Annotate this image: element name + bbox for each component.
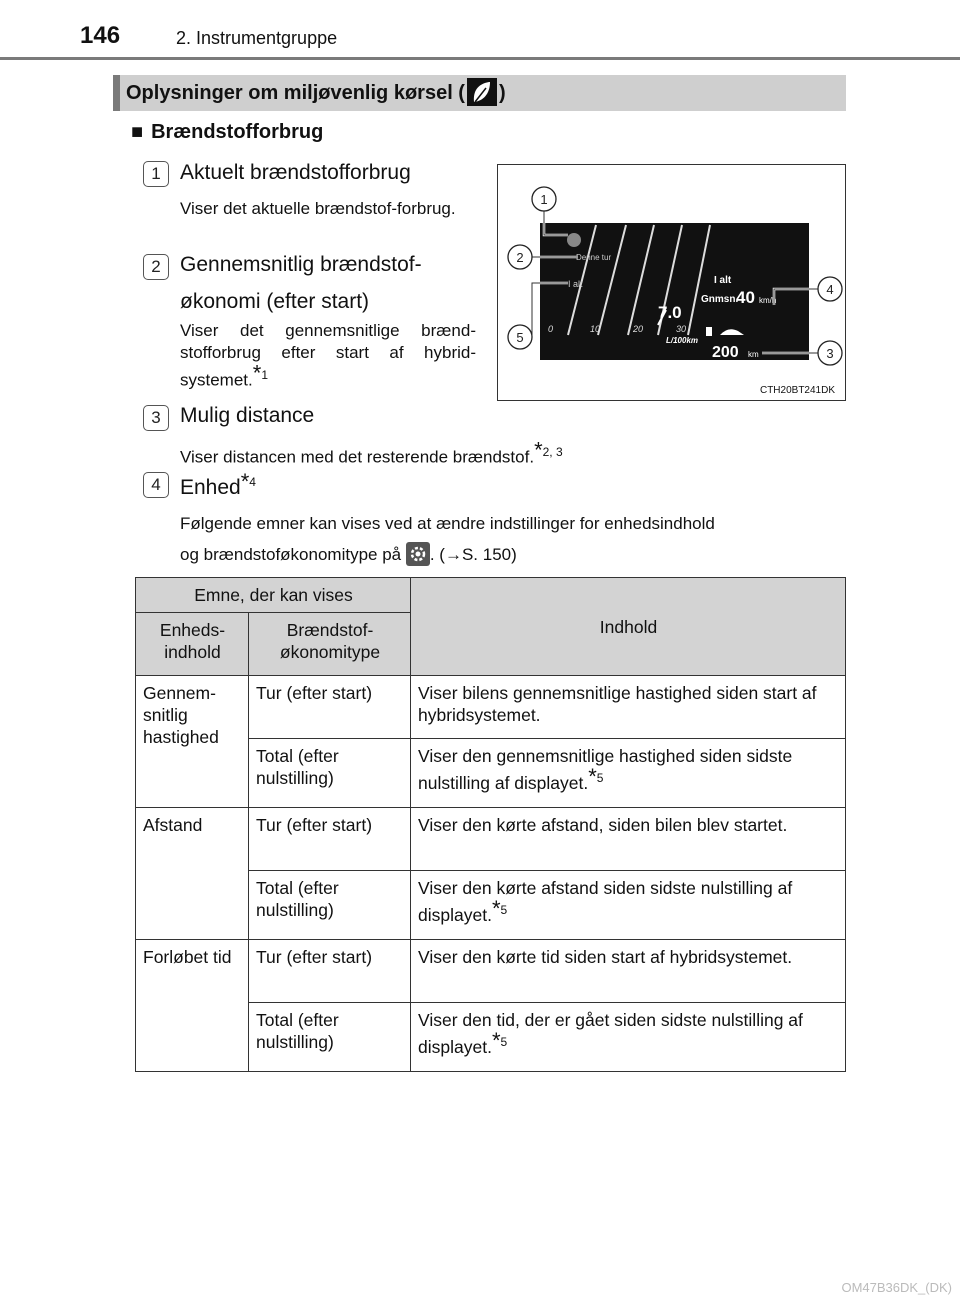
fuel-pump-icon (706, 327, 712, 336)
footnote-ref: 1 (261, 368, 268, 382)
table-row (136, 676, 846, 739)
callout-number: 5 (516, 330, 524, 345)
label-speed-unit: km/h (759, 296, 777, 305)
row-type: Tur (efter start) (249, 940, 411, 1003)
footnote-asterisk: * (534, 437, 543, 463)
item-number: 3 (143, 405, 169, 431)
label-consumption: 7.0 (658, 303, 682, 322)
footnote-asterisk: * (252, 360, 262, 386)
display-items-table (135, 577, 846, 1072)
label-cons-unit: L/100km (666, 336, 699, 345)
table-row (136, 940, 846, 1003)
instrument-figure (497, 164, 846, 401)
callout-number: 1 (540, 192, 548, 207)
footnote-ref: 5 (596, 771, 604, 785)
chapter-title: 2. Instrumentgruppe (176, 28, 338, 48)
label-denne-tur: Denne tur (576, 253, 612, 262)
label-i-alt: I alt (568, 279, 583, 289)
subsection-title: Brændstofforbrug (151, 121, 324, 143)
square-bullet-icon: ■ (131, 121, 144, 143)
section-title-bar (113, 75, 846, 111)
table-subheader-economy-type: Brændstof-økonomitype (249, 613, 411, 676)
scale-label: 20 (633, 324, 644, 334)
table-row (136, 808, 846, 871)
item-title: Aktuelt brændstofforbrug (180, 161, 411, 184)
item-description-text: Viser det gennemsnitlige brænd-stofforbrug efter start af hybrid-systemet. (180, 321, 476, 390)
header-rule (0, 57, 960, 60)
item-description-line: og brændstoføkonomitype på . (→S. 150) (180, 539, 845, 570)
footnote-ref: 4 (249, 475, 256, 489)
row-content: Viser den tid, der er gået siden sidste nulstilling af displayet.*$^5$ (411, 1003, 846, 1072)
callout-number: 4 (826, 282, 834, 297)
label-i-alt-right: I alt (714, 275, 732, 286)
item-description-text: Viser distancen med det resterende brændstof. (180, 447, 535, 467)
row-content: Viser den kørte afstand siden sidste nulstilling af displayet.*$^5$ (411, 871, 846, 940)
row-type: Total (efter nulstilling) (249, 739, 411, 808)
footnote-ref: 5 (500, 903, 508, 917)
item-description (180, 508, 845, 570)
table-header-content: Indhold (411, 578, 846, 676)
item-description: Viser det aktuelle brændstof-forbrug. (180, 199, 456, 218)
footnote-asterisk: * (491, 1027, 501, 1053)
row-content: Viser bilens gennemsnitlige hastighed siden start af hybridsystemet. (411, 676, 846, 739)
eco-leaf-icon (467, 78, 497, 106)
row-type: Tur (efter start) (249, 808, 411, 871)
subsection-heading (131, 121, 323, 144)
footnote-ref: 2, 3 (542, 445, 563, 459)
item-title-text: Enhed (180, 476, 241, 499)
item-title-line: Gennemsnitlig brændstof- (180, 253, 422, 276)
footnote-asterisk: * (240, 469, 250, 494)
callout-number: 3 (826, 346, 834, 361)
label-range-unit: km (748, 350, 759, 359)
label-speed: 40 (736, 288, 755, 307)
item-number: 1 (143, 161, 169, 187)
item-description (180, 437, 840, 469)
group-name: Forløbet tid (136, 940, 249, 1072)
scale-label: 10 (590, 324, 601, 334)
arrow-icon: → (444, 545, 462, 564)
footnote-ref: 5 (500, 1035, 508, 1049)
row-type: Total (efter nulstilling) (249, 871, 411, 940)
settings-gear-icon (406, 542, 430, 566)
section-title-end: ) (498, 82, 506, 104)
figure-caption: CTH20BT241DK (759, 385, 835, 396)
table-subheader-unit: Enheds-indhold (136, 613, 249, 676)
item-description (180, 320, 476, 392)
item-number: 2 (143, 254, 169, 280)
row-type: Total (efter nulstilling) (249, 1003, 411, 1072)
item-number: 4 (143, 472, 169, 498)
callout-number: 2 (516, 250, 524, 265)
row-type: Tur (efter start) (249, 676, 411, 739)
item-title-line: økonomi (efter start) (180, 290, 370, 313)
label-range: 200 (712, 344, 739, 361)
row-content: Viser den kørte tid siden start af hybridsystemet. (411, 940, 846, 1003)
scale-label: 0 (548, 324, 554, 334)
page-number: 146 (80, 22, 121, 49)
footnote-asterisk: * (491, 895, 501, 921)
section-title-start: Oplysninger om miljøvenlig kørsel ( (126, 82, 465, 104)
scale-label: 30 (676, 324, 687, 334)
item-title (180, 246, 422, 320)
row-content: Viser den kørte afstand, siden bilen blev startet. (411, 808, 846, 871)
group-name: Gennem-snitlig hastighed (136, 676, 249, 808)
group-name: Afstand (136, 808, 249, 940)
table-header-items: Emne, der kan vises (136, 578, 411, 613)
item-title: Mulig distance (180, 404, 315, 427)
label-gnmsn: Gnmsn. (701, 294, 739, 305)
row-content: Viser den gennemsnitlige hastighed siden sidste nulstilling af displayet.*$^5$ (411, 739, 846, 808)
item-title (180, 464, 256, 506)
item-description-line: Følgende emner kan vises ved at ændre indstillinger for enhedsindhold (180, 514, 715, 533)
footnote-asterisk: * (588, 763, 597, 789)
cluster-display-illustration (498, 165, 845, 400)
footer-code: OM47B36DK_(DK) (841, 1280, 952, 1295)
